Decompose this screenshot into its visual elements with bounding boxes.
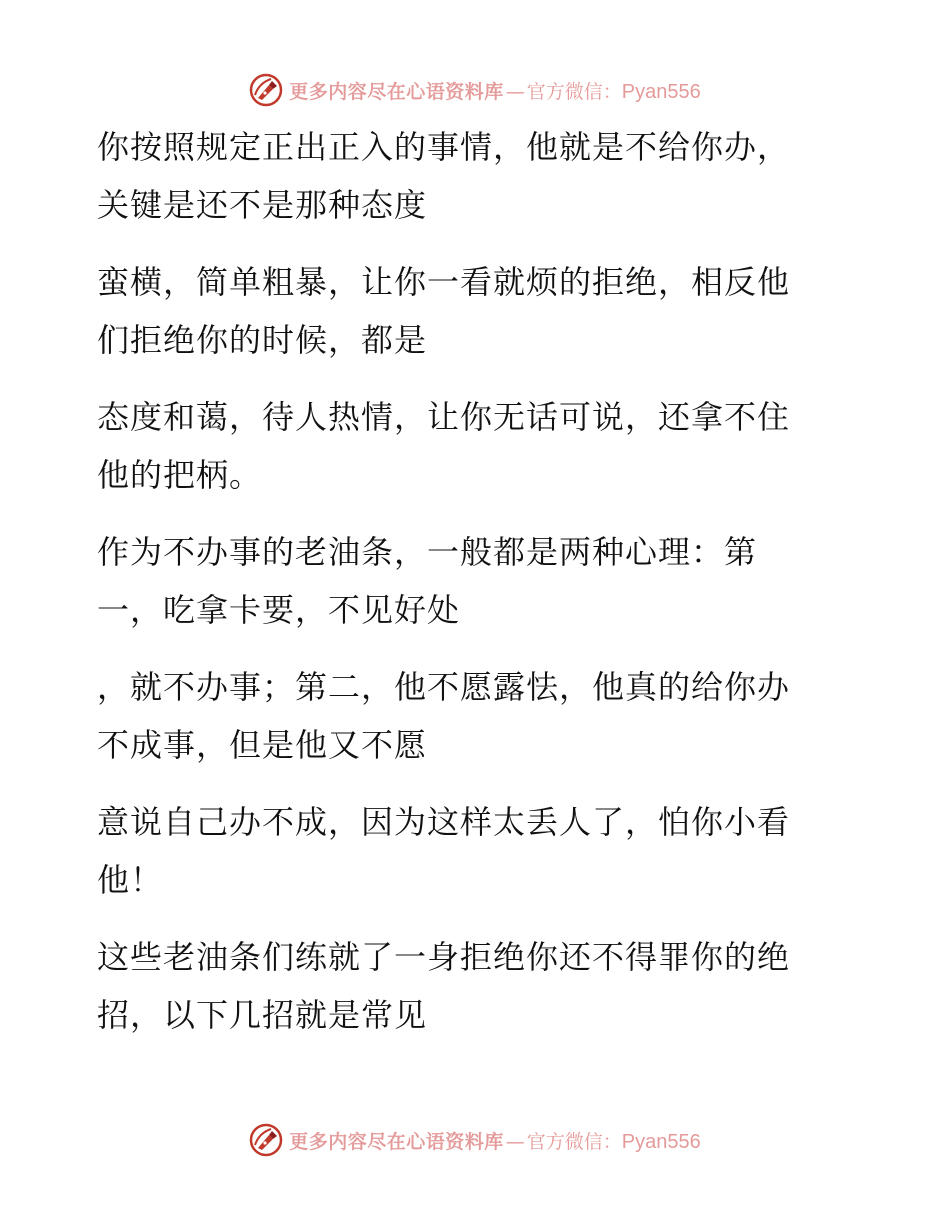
pen-nib-logo-icon (249, 73, 283, 107)
paragraph-line: 关键是还不是那种态度 (97, 186, 428, 224)
header-banner-text (289, 77, 701, 104)
paragraph-line: 这些老油条们练就了一身拒绝你还不得罪你的绝 (97, 938, 791, 976)
paragraph-line: 们拒绝你的时候，都是 (97, 321, 428, 359)
paragraph-1 (97, 118, 837, 234)
footer-banner-main-text: 更多内容尽在心语资料库 (289, 1130, 504, 1153)
paragraph-line: 你按照规定正出正入的事情，他就是不给你办， (97, 128, 791, 166)
header-banner-label: 官方微信： (526, 80, 622, 103)
footer-banner-label: 官方微信： (526, 1130, 622, 1153)
footer-banner (0, 1120, 950, 1160)
paragraph-7 (97, 928, 837, 1044)
paragraph-line: 作为不办事的老油条，一般都是两种心理：第 (97, 533, 758, 571)
paragraph-5 (97, 658, 837, 774)
header-banner-main-text: 更多内容尽在心语资料库 (289, 80, 504, 103)
paragraph-line: ，就不办事；第二，他不愿露怯，他真的给你办 (97, 668, 791, 706)
paragraph-line: 招，以下几招就是常见 (97, 996, 428, 1034)
footer-banner-content (249, 1123, 701, 1157)
paragraph-line: 意说自己办不成，因为这样太丢人了，怕你小看 (97, 803, 791, 841)
footer-banner-separator: — (505, 1130, 525, 1153)
paragraph-line: 他！ (97, 861, 164, 899)
document-body (97, 118, 837, 1063)
paragraph-line: 态度和蔼，待人热情，让你无话可说，还拿不住 (97, 398, 791, 436)
paragraph-4 (97, 523, 837, 639)
paragraph-3 (97, 388, 837, 504)
paragraph-line: 一，吃拿卡要，不见好处 (97, 591, 461, 629)
footer-banner-wechat-id: Pyan556 (621, 1130, 701, 1153)
paragraph-line: 蛮横，简单粗暴，让你一看就烦的拒绝，相反他 (97, 263, 791, 301)
paragraph-line: 不成事，但是他又不愿 (97, 726, 428, 764)
paragraph-6 (97, 793, 837, 909)
paragraph-2 (97, 253, 837, 369)
header-banner (0, 70, 950, 110)
header-banner-wechat-id: Pyan556 (621, 80, 701, 103)
paragraph-line: 他的把柄。 (97, 456, 263, 494)
pen-nib-logo-icon (249, 1123, 283, 1157)
footer-banner-text (289, 1127, 701, 1154)
header-banner-content (249, 73, 701, 107)
header-banner-separator: — (505, 80, 525, 103)
